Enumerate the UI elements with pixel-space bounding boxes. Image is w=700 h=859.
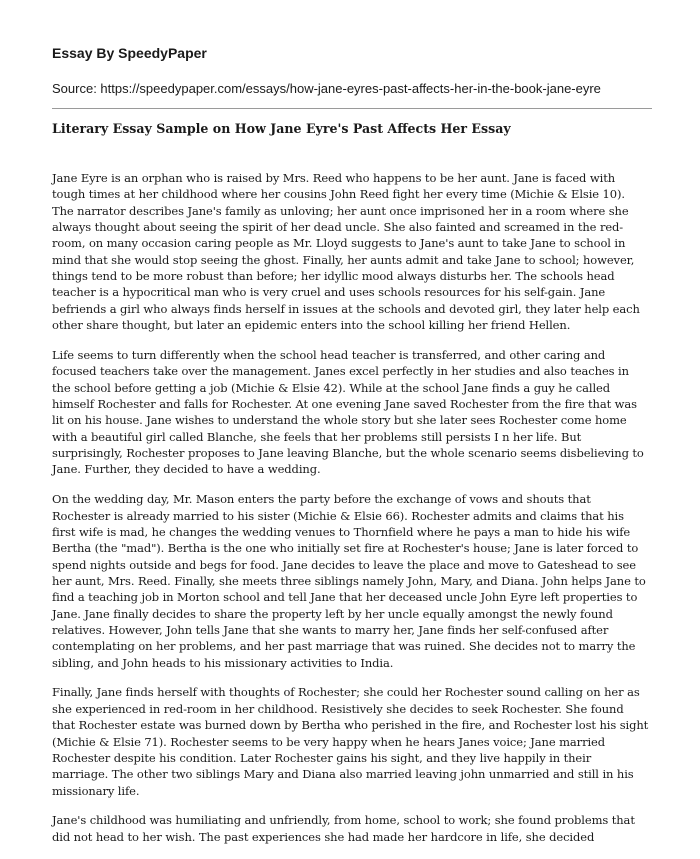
essay-title: Literary Essay Sample on How Jane Eyre's Past Affects Her Essay — [52, 121, 511, 136]
essay-paragraph: Finally, Jane finds herself with thoughts of Rochester; she could her Rochester sound calling on her as she experienced in red-room in her childhood. Resistively she decides to seek Rochester. She found that Rochester estate was burned down by Bertha who perished in the fire, and Rochester lost his sight (Michie & Elsie 71). Rochester seems to be very happy when he hears Janes voice; Jane married Rochester despite his condition. Later Rochester gains his sight, and they live happily in their marriage. The other two siblings Mary and Diana also married leaving john unmarried and still in his missionary life. — [52, 685, 649, 798]
essay-paragraph: Life seems to turn differently when the school head teacher is transferred, and other caring and focused teachers take over the management. Janes excel perfectly in her studies and also teaches in the school before getting a job (Michie & Elsie 42). While at the school Jane finds a guy he called himself Rochester and falls for Rochester. At one evening Jane saved Rochester from the fire that was lit on his house. Jane wishes to understand the whole story but she later sees Rochester come home with a beautiful girl called Blanche, she feels that her problems still persists I n her life. But surprisingly, Rochester proposes to Jane leaving Blanche, but the whole scenario seems disbelieving to Jane. Further, they decided to have a wedding. — [52, 347, 644, 477]
document-header — [52, 44, 652, 97]
essay-paragraph: On the wedding day, Mr. Mason enters the party before the exchange of vows and shouts that Rochester is already married to his sister (Michie & Elsie 66). Rochester admits and claims that his first wife is mad, he changes the wedding venues to Thornfield where he pays a man to hide his wife Bertha (the "mad"). Bertha is the one who initially set fire at Rochester's house; Jane is later forced to spend nights outside and begs for food. Jane decides to leave the place and move to Gateshead to see her aunt, Mrs. Reed. Finally, she meets three siblings namely John, Mary, and Diana. John helps Jane to find a teaching job in Morton school and tell Jane that her deceased uncle John Eyre left properties to Jane. Jane finally decides to share the property left by her uncle equally amongst the newly found relatives. However, John tells Jane that she wants to marry her, Jane finds her self-confused after contemplating on her problems, and her past marriage that was ruined. She decides not to marry the sibling, and John heads to his missionary activities to India. — [52, 492, 646, 670]
essay-body — [52, 170, 650, 859]
brand-title: Essay By SpeedyPaper — [52, 45, 207, 61]
essay-paragraph: Jane Eyre is an orphan who is raised by Mrs. Reed who happens to be her aunt. Jane is faced with tough times at her childhood where her cousins John Reed fight her every time (Michie & Elsie 10). The narrator describes Jane's family as unloving; her aunt once imprisoned her in a room where she always thought about seeing the spirit of her dead uncle. She also fainted and screamed in the red-room, on many occasion caring people as Mr. Lloyd suggests to Jane's aunt to take Jane to school in mind that she would stop seeing the ghost. Finally, her aunts admit and take Jane to school; however, things tend to be more robust than before; her idyllic mood always disturbs her. The schools head teacher is a hypocritical man who is very cruel and uses schools resources for his self-gain. Jane befriends a girl who always finds herself in issues at the schools and devoted girl, they later help each other share thought, but later an epidemic enters into the school killing her friend Hellen. — [52, 171, 640, 333]
source-link[interactable]: Source: https://speedypaper.com/essays/how-jane-eyres-past-affects-her-in-the-book-jane-eyre — [52, 81, 601, 96]
header-divider — [52, 108, 652, 109]
essay-paragraph: Jane's childhood was humiliating and unfriendly, from home, school to work; she found problems that did not head to her wish. The past experiences she had made her hardcore in life, she decided — [52, 813, 635, 844]
